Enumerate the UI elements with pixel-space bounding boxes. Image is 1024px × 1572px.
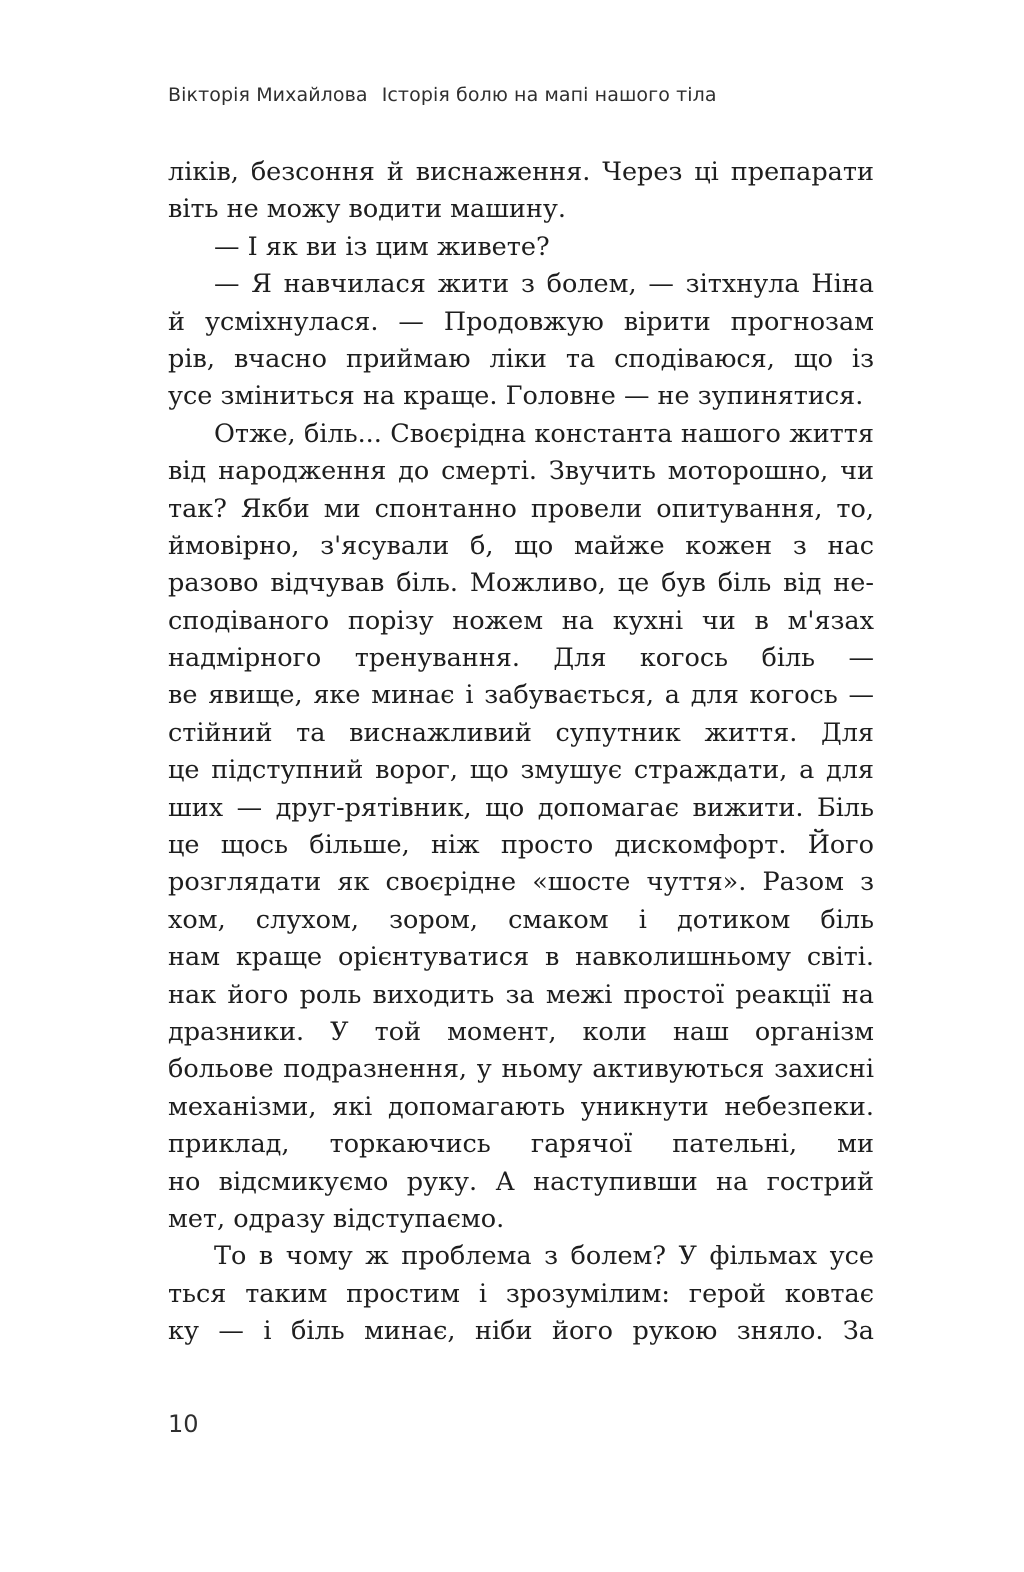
- text-line: дразники. У той момент, коли наш організм: [168, 1016, 874, 1047]
- text-line: надмірного тренування. Для когось біль —: [168, 643, 874, 674]
- text-line: ку — і біль минає, ніби його рукою зняло. За: [168, 1316, 874, 1347]
- text-line: від народження до смерті. Звучить моторошно, чи: [168, 456, 874, 487]
- text-line: віть не можу водити машину.: [168, 194, 567, 225]
- text-line: больове подразнення, у ньому активуються захисні: [168, 1054, 874, 1085]
- text-line: ліків, безсоння й виснаження. Через ці препарати: [168, 157, 874, 187]
- text-line: стійний та виснажливий супутник життя. Для: [168, 717, 874, 748]
- text-line: нам краще орієнтуватися в навколишньому світі.: [168, 942, 874, 973]
- text-line: хом, слухом, зором, смаком і дотиком біль: [168, 904, 874, 935]
- text-line: це щось більше, ніж просто дискомфорт. Його: [168, 830, 874, 861]
- page-number: 10: [168, 1410, 199, 1438]
- text-line: це підступний ворог, що змушує страждати, а для: [168, 755, 874, 786]
- text-line: так? Якби ми спонтанно провели опитування, то,: [168, 493, 874, 524]
- text-line: механізми, які допомагають уникнути небезпеки.: [168, 1091, 874, 1122]
- text-line: й усміхнулася. — Продовжую вірити прогнозам: [168, 306, 874, 337]
- running-head: [168, 84, 717, 106]
- text-line: ться таким простим і зрозумілим: герой ковтає: [168, 1278, 874, 1309]
- text-line: нак його роль виходить за межі простої реакції на: [168, 979, 874, 1010]
- text-line: Отже, біль... Своєрідна константа нашого життя: [214, 418, 874, 449]
- body-text: [168, 154, 874, 1351]
- text-line: То в чому ж проблема з болем? У фільмах усе: [214, 1241, 874, 1272]
- text-line: ймовірно, з'ясували б, що майже кожен з нас: [168, 530, 874, 561]
- text-line: ших — друг-рятівник, що допомагає вижити. Біль: [168, 792, 874, 823]
- text-line: усе зміниться на краще. Головне — не зупинятися.: [168, 381, 864, 412]
- text-line: приклад, торкаючись гарячої пательні, ми: [168, 1129, 874, 1160]
- running-head-author: Вікторія Михайлова: [168, 84, 368, 106]
- text-line: рів, вчасно приймаю ліки та сподіваюся, що із: [168, 343, 874, 374]
- text-line: сподіваного порізу ножем на кухні чи в м'язах: [168, 605, 874, 636]
- text-line: разово відчував біль. Можливо, це був біль від не-: [168, 568, 874, 599]
- text-line: — Я навчилася жити з болем, — зітхнула Ніна: [214, 269, 874, 300]
- text-line: розглядати як своєрідне «шосте чуття». Разом з: [168, 867, 874, 898]
- running-head-title: Історія болю на мапі нашого тіла: [381, 84, 717, 106]
- text-line: мет, одразу відступаємо.: [168, 1203, 505, 1234]
- text-line: — І як ви із цим живете?: [214, 231, 550, 262]
- text-line: но відсмикуємо руку. А наступивши на гострий: [168, 1166, 874, 1197]
- text-line: ве явище, яке минає і забувається, а для когось —: [168, 680, 874, 711]
